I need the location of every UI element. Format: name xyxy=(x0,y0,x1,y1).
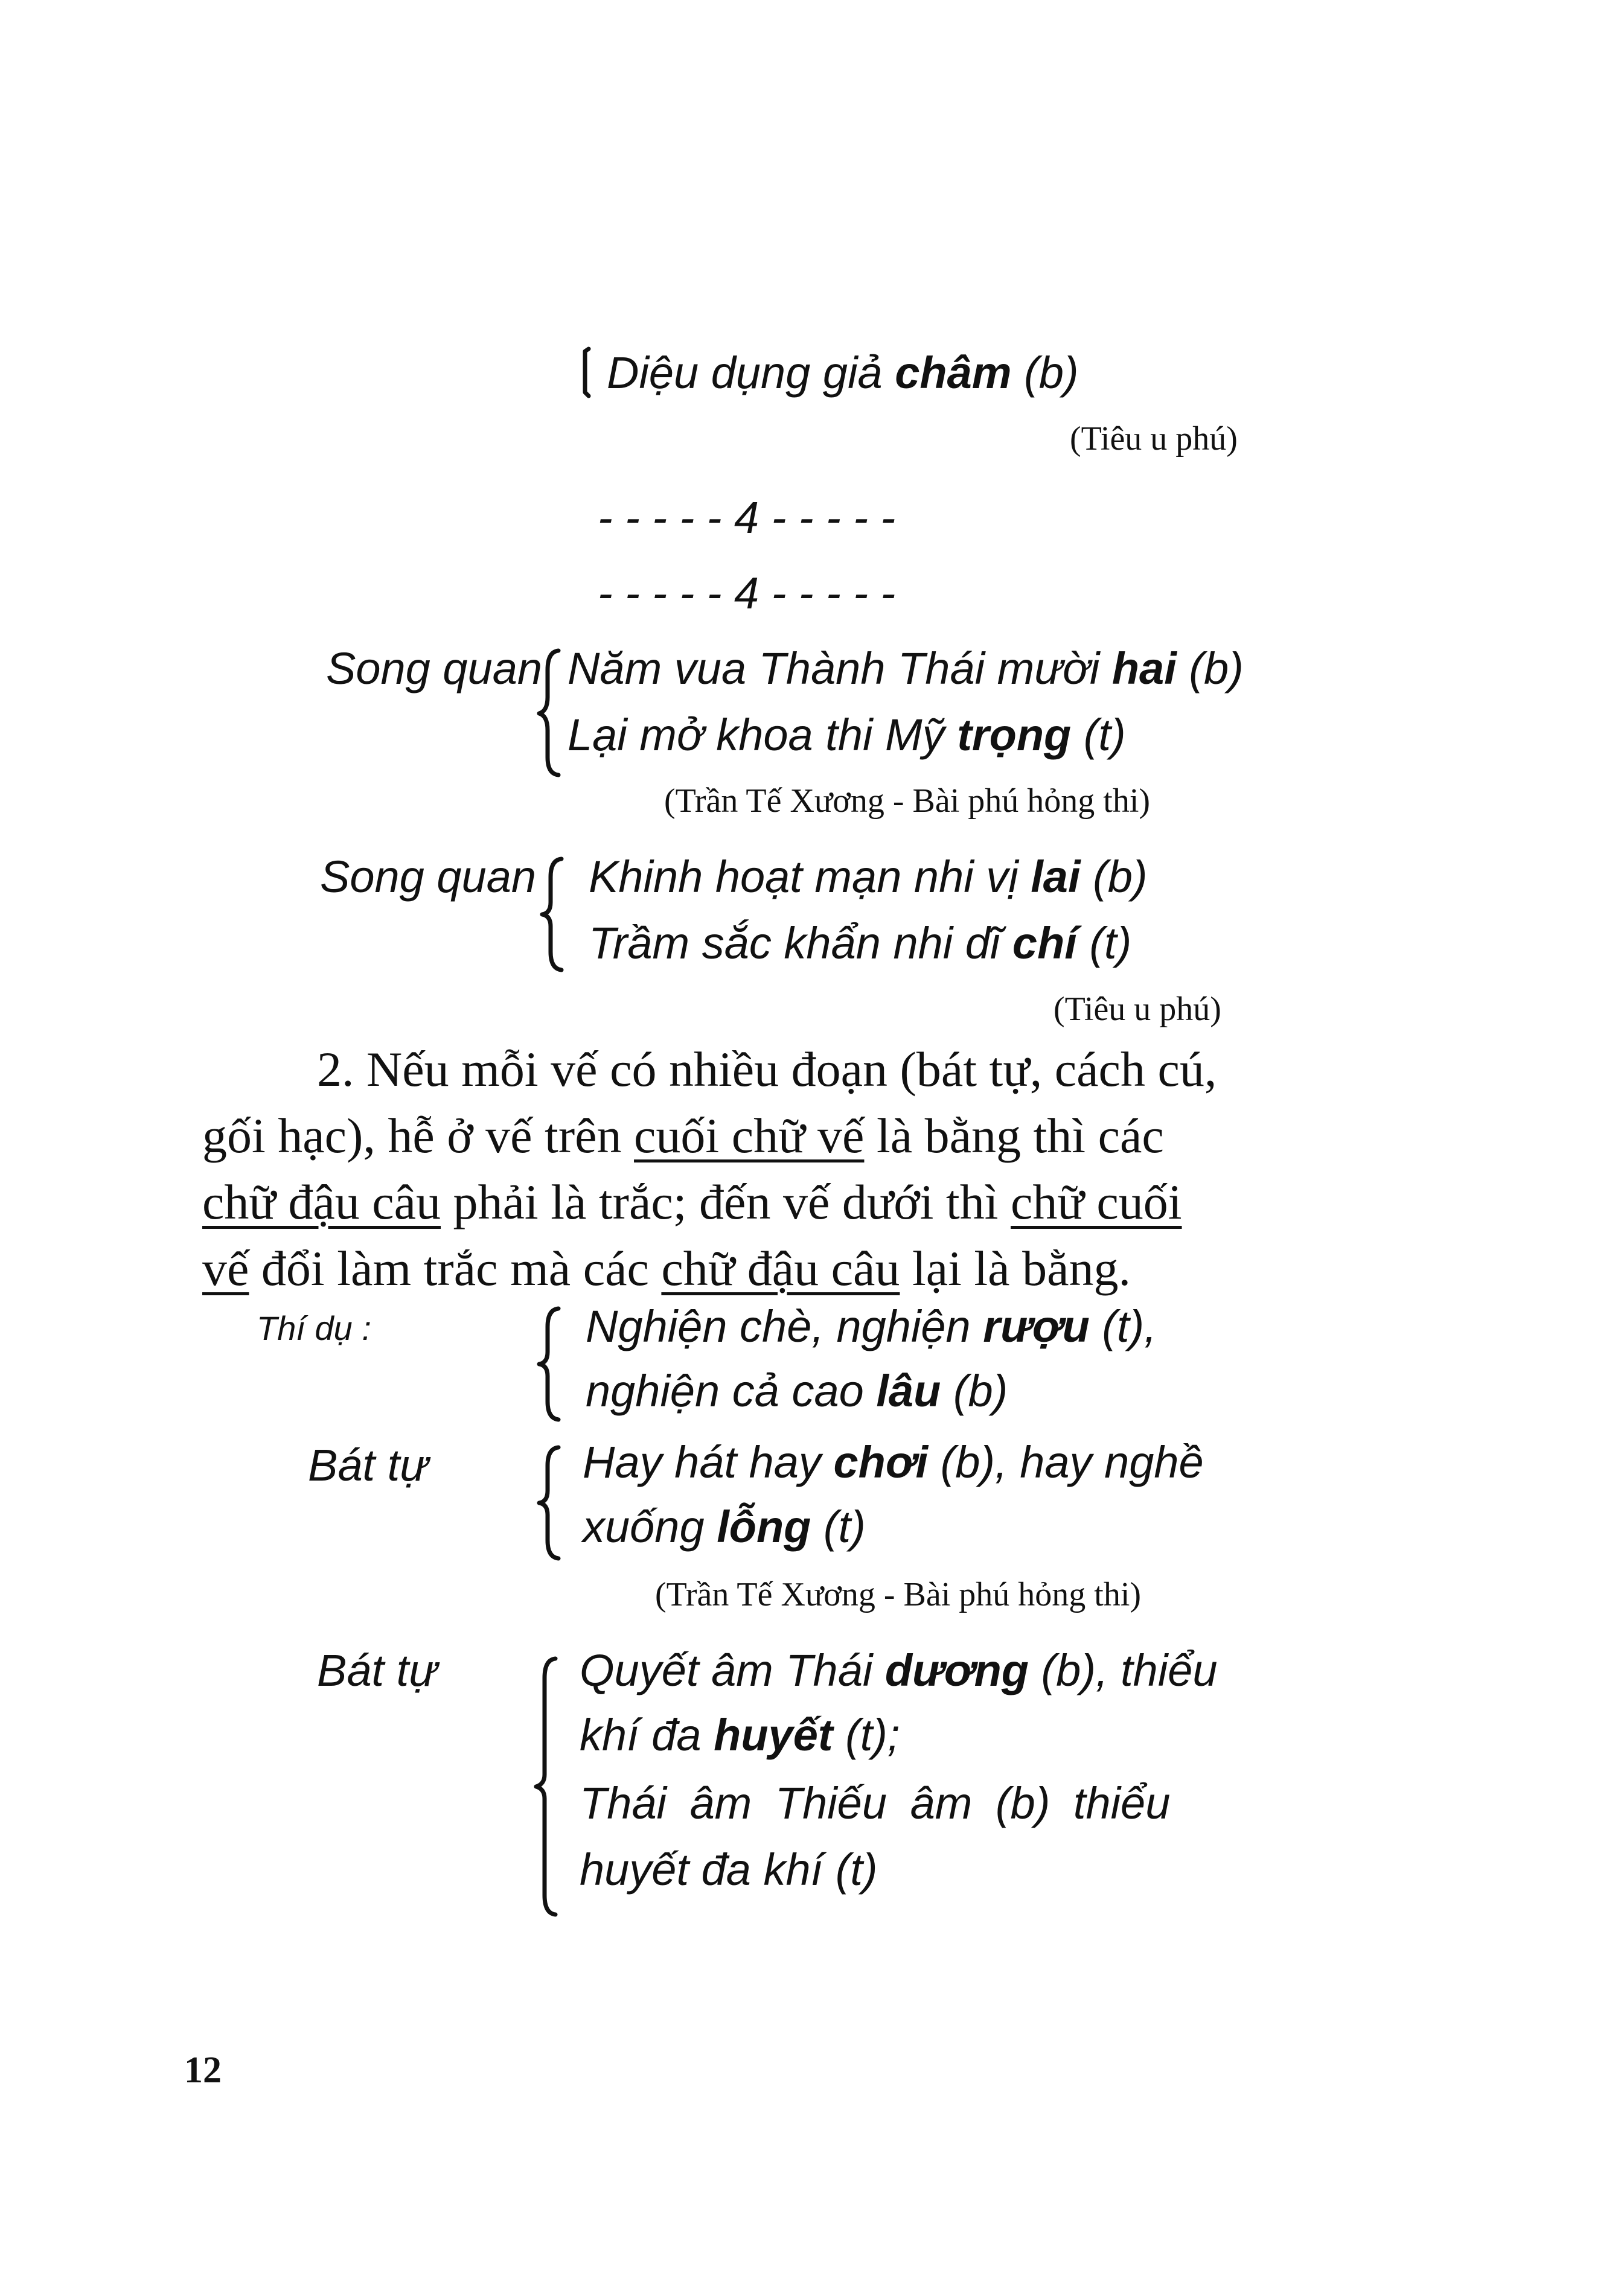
curly-brace xyxy=(534,646,564,779)
tone-mark: (b) xyxy=(941,1366,1008,1416)
tone-mark: (t), xyxy=(1089,1301,1157,1351)
tone-mark: (b) xyxy=(1080,852,1148,902)
example-label: Thí dụ : xyxy=(257,1309,371,1347)
verse-line xyxy=(589,851,1148,902)
curly-brace xyxy=(534,1443,564,1563)
tone-mark: (b) xyxy=(1176,643,1244,694)
example-label: Bát tự xyxy=(317,1645,438,1695)
curly-brace xyxy=(531,1654,561,1919)
verse-label: Song quan xyxy=(326,643,543,694)
separator: - - - - - 4 - - - - - xyxy=(598,493,896,543)
rhyme-word: chơi xyxy=(833,1437,929,1487)
verse-text: Thái âm Thiếu âm (b) thiểu xyxy=(580,1778,1171,1828)
verse-line xyxy=(607,347,1079,398)
verse-text: Diệu dụng giả xyxy=(607,348,895,398)
rhyme-word: lỗng xyxy=(717,1502,811,1552)
underlined-term: cuối chữ vế xyxy=(634,1108,865,1163)
paragraph-text: là bằng thì các xyxy=(864,1108,1164,1163)
verse-text: Năm vua Thành Thái mười xyxy=(568,643,1112,694)
separator: - - - - - 4 - - - - - xyxy=(598,568,896,618)
page-number: 12 xyxy=(184,2050,222,2091)
verse-line xyxy=(568,709,1126,761)
verse-text: Nghiện chè, nghiện xyxy=(586,1301,983,1351)
tone-mark: (b), hay nghề xyxy=(928,1437,1204,1487)
verse-text: khí đa xyxy=(580,1710,714,1760)
rhyme-word: hai xyxy=(1111,643,1177,694)
rhyme-word: dương xyxy=(884,1645,1029,1695)
verse-text: Khinh hoạt mạn nhi vị xyxy=(589,852,1031,902)
rhyme-word: lai xyxy=(1031,852,1081,902)
paragraph-line xyxy=(202,1174,1182,1231)
tone-mark: (b), thiểu xyxy=(1028,1645,1218,1695)
verse-line xyxy=(586,1365,1008,1417)
rhyme-word: châm xyxy=(895,348,1012,398)
verse-text: Lại mở khoa thi Mỹ xyxy=(568,710,958,760)
tone-mark: (b) xyxy=(1011,348,1079,398)
underlined-term: chữ đậu câu xyxy=(661,1241,900,1296)
tone-mark: (t) xyxy=(811,1502,866,1552)
verse-text: xuống xyxy=(583,1502,717,1552)
verse-text: huyết đa khí (t) xyxy=(580,1845,878,1895)
underlined-term: chữ cuối xyxy=(1011,1175,1182,1229)
rhyme-word: rượu xyxy=(983,1301,1090,1351)
rhyme-word: trọng xyxy=(957,710,1072,760)
source-citation: (Trần Tế Xương - Bài phú hỏng thi) xyxy=(664,782,1151,820)
underlined-term: chữ đậu câu xyxy=(202,1175,441,1229)
verse-line xyxy=(583,1437,1204,1488)
tone-mark: (t); xyxy=(833,1710,900,1760)
rhyme-word: chí xyxy=(1012,918,1077,968)
verse-line xyxy=(586,1301,1157,1352)
bracket-mark xyxy=(577,345,595,400)
verse-line xyxy=(580,1844,878,1895)
paragraph-text: lại là bằng. xyxy=(900,1241,1131,1296)
paragraph-text: đổi làm trắc mà các xyxy=(249,1241,662,1296)
source-citation: (Trần Tế Xương - Bài phú hỏng thi) xyxy=(655,1576,1142,1613)
rhyme-word: huyết xyxy=(714,1710,833,1760)
verse-text: nghiện cả cao xyxy=(586,1366,877,1416)
tone-mark: (t) xyxy=(1076,918,1132,968)
paragraph-text: phải là trắc; đến vế dưới thì xyxy=(441,1175,1011,1229)
verse-line xyxy=(580,1645,1218,1696)
underlined-term: vế xyxy=(202,1241,249,1296)
paragraph-line: 2. Nếu mỗi vế có nhiều đoạn (bát tự, cách cú, xyxy=(317,1042,1217,1097)
verse-line xyxy=(589,917,1131,969)
rhyme-word: lâu xyxy=(876,1366,941,1416)
source-citation: (Tiêu u phú) xyxy=(1054,990,1221,1028)
curly-brace xyxy=(537,854,568,975)
paragraph-text: gối hạc), hễ ở vế trên xyxy=(202,1108,635,1163)
example-label: Bát tự xyxy=(308,1440,429,1490)
tone-mark: (t) xyxy=(1071,710,1126,760)
verse-line xyxy=(580,1778,1170,1829)
verse-line xyxy=(583,1501,866,1552)
verse-label: Song quan xyxy=(320,852,537,902)
verse-line xyxy=(568,643,1244,694)
verse-line xyxy=(580,1709,900,1761)
verse-text: Quyết âm Thái xyxy=(580,1645,885,1695)
verse-text: Hay hát hay xyxy=(583,1437,834,1487)
paragraph-line xyxy=(202,1240,1131,1297)
source-citation: (Tiêu u phú) xyxy=(1070,420,1238,458)
paragraph-line xyxy=(202,1108,1164,1164)
curly-brace xyxy=(534,1304,564,1424)
verse-text: Trầm sắc khẩn nhi dĩ xyxy=(589,918,1012,968)
